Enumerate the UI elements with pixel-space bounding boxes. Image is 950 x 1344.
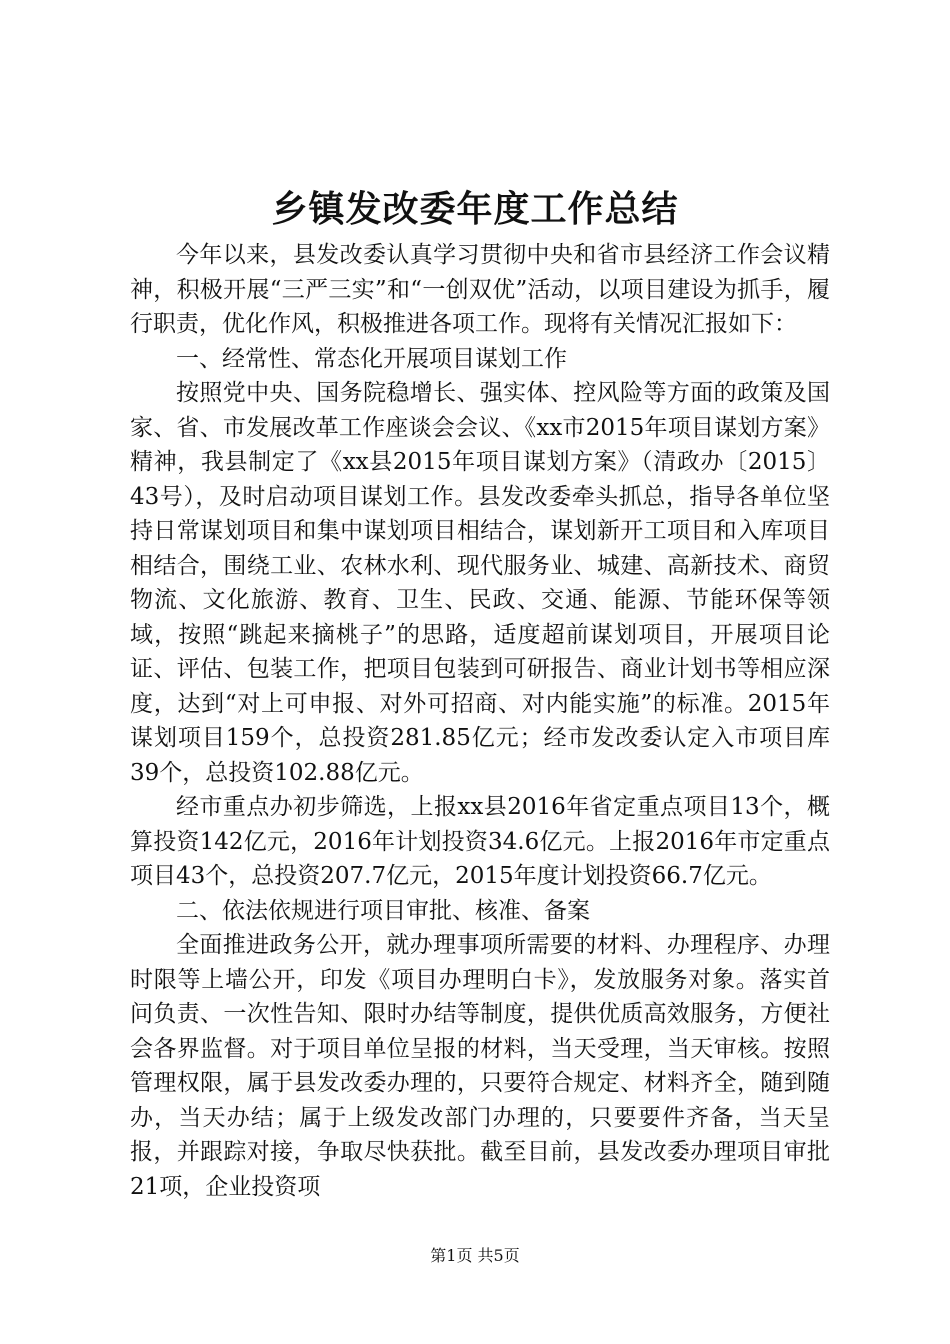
section-heading-2: 二、依法依规进行项目审批、核准、备案 (176, 897, 590, 924)
document-body (130, 238, 830, 1204)
paragraph-intro: 今年以来，县发改委认真学习贯彻中央和省市县经济工作会议精神，积极开展“三严三实”和“一创双优”活动，以项目建设为抓手，履行职责，优化作风，积极推进各项工作。现将有关情况汇报如下： (130, 242, 830, 337)
paragraph-project-planning: 按照党中央、国务院稳增长、强实体、控风险等方面的政策及国家、省、市发展改革工作座谈会会议、《xx市2015年项目谋划方案》精神，我县制定了《xx县2015年项目谋划方案》（清政办〔2015〕43号），及时启动项目谋划工作。县发改委牵头抓总，指导各单位坚持日常谋划项目和集中谋划项目相结合，谋划新开工项目和入库项目相结合，围绕工业、农林水利、现代服务业、城建、高新技术、商贸物流、文化旅游、教育、卫生、民政、交通、能源、节能环保等领域，按照“跳起来摘桃子”的思路，适度超前谋划项目，开展项目论证、评估、包装工作，把项目包装到可研报告、商业计划书等相应深度，达到“对上可申报、对外可招商、对内能实施”的标准。2015年谋划项目159个，总投资281.85亿元；经市发改委认定入市项目库39个，总投资102.88亿元。 (130, 380, 830, 786)
section-heading-1: 一、经常性、常态化开展项目谋划工作 (176, 345, 567, 372)
paragraph-approval: 全面推进政务公开，就办理事项所需要的材料、办理程序、办理时限等上墙公开，印发《项目办理明白卡》，发放服务对象。落实首问负责、一次性告知、限时办结等制度，提供优质高效服务，方便社会各界监督。对于项目单位呈报的材料，当天受理，当天审核。按照管理权限，属于县发改委办理的，只要符合规定、材料齐全，随到随办，当天办结；属于上级发改部门办理的，只要要件齐备，当天呈报，并跟踪对接，争取尽快获批。截至目前，县发改委办理项目审批21项，企业投资项 (130, 932, 830, 1200)
paragraph-key-projects: 经市重点办初步筛选，上报xx县2016年省定重点项目13个，概算投资142亿元，2016年计划投资34.6亿元。上报2016年市定重点项目43个，总投资207.7亿元，2015年度计划投资66.7亿元。 (130, 794, 830, 889)
page-footer: 第1页 共5页 (430, 1246, 520, 1265)
document-title: 乡镇发改委年度工作总结 (271, 188, 679, 230)
